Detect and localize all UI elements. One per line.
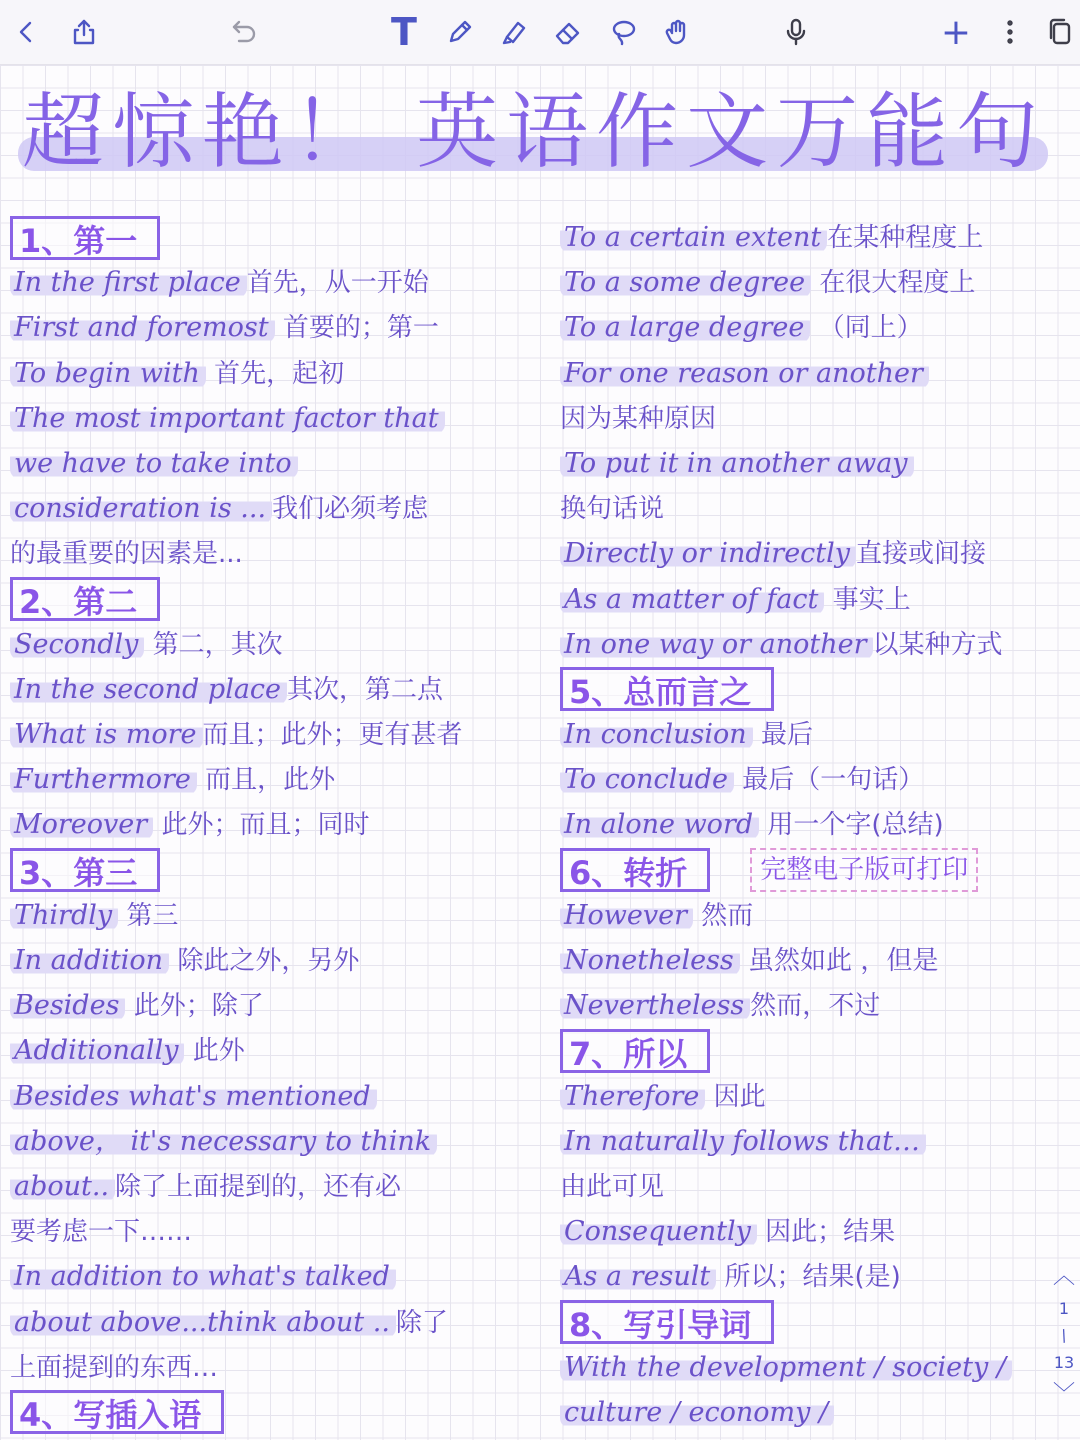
chinese-meaning: 此外；除了 (125, 991, 264, 1022)
eraser-icon[interactable] (548, 12, 588, 52)
chinese-meaning: 在很大程度上 (811, 268, 976, 299)
chinese-meaning: 而且，此外 (196, 765, 336, 796)
english-phrase: Moreover (10, 809, 153, 840)
english-phrase: Therefore (560, 1081, 705, 1112)
english-phrase: we have to take into (10, 448, 298, 479)
chinese-meaning: 除此之外，另外 (169, 946, 360, 976)
note-line (10, 305, 540, 350)
chinese-meaning: 换句话说 (560, 494, 665, 525)
chinese-meaning: 上面提到的东西… (10, 1352, 219, 1383)
note-line (10, 1028, 540, 1073)
english-phrase: To a certain extent (560, 222, 827, 253)
english-phrase: To a large degree (560, 312, 810, 343)
note-line (560, 1164, 1065, 1209)
english-phrase: However (560, 900, 693, 931)
note-line (560, 396, 1065, 441)
chinese-meaning: （同上） (810, 313, 923, 344)
note-line (10, 1164, 540, 1209)
note-line (10, 938, 540, 983)
english-phrase: culture / economy / (560, 1397, 834, 1428)
note-line (10, 1345, 540, 1390)
note-line (10, 1254, 540, 1299)
english-phrase: about.. (10, 1171, 115, 1202)
total-pages: 13 (1053, 1353, 1075, 1372)
english-phrase: Nonetheless (560, 945, 740, 976)
english-phrase: To a some degree (560, 267, 811, 298)
page-separator: / (1058, 1325, 1070, 1346)
note-line (10, 260, 540, 305)
note-line (560, 757, 1065, 802)
chinese-meaning: 我们必须考虑 (272, 494, 429, 525)
english-phrase: In one way or another (560, 629, 873, 660)
note-line (560, 260, 1065, 305)
chinese-meaning: 直接或间接 (856, 539, 987, 570)
note-line (10, 396, 540, 441)
english-phrase: In the first place (10, 267, 247, 298)
note-line (560, 1119, 1065, 1164)
chinese-meaning: 第三 (118, 900, 179, 931)
note-line (560, 938, 1065, 983)
chinese-meaning: 而且；此外；更有甚者 (202, 720, 463, 751)
section-header-5: 5、总而言之 (560, 667, 774, 711)
note-line (10, 712, 540, 757)
note-line (560, 1390, 1065, 1435)
english-phrase: Additionally (10, 1035, 184, 1066)
note-line (560, 351, 1065, 396)
english-phrase: Nevertheless (560, 990, 750, 1021)
english-phrase: consideration is ... (10, 493, 272, 524)
text-tool-icon[interactable]: T (391, 10, 417, 54)
note-line (10, 893, 540, 938)
note-line (560, 893, 1065, 938)
section-header-1: 1、第一 (10, 216, 160, 260)
chinese-meaning: 然而，不过 (750, 991, 881, 1022)
share-icon[interactable] (64, 12, 104, 52)
chinese-meaning: 最后（一句话） (733, 765, 925, 796)
toolbar (0, 0, 1080, 65)
chinese-meaning: 第二，其次 (144, 629, 283, 660)
note-line (10, 531, 540, 576)
english-phrase: The most important factor that (10, 403, 445, 434)
section-header-7: 7、所以 (560, 1029, 710, 1073)
chinese-meaning: 此外 (184, 1036, 245, 1067)
chinese-meaning: 所以；结果(是) (716, 1262, 901, 1293)
note-line (10, 486, 540, 531)
section-header-3: 3、第三 (10, 848, 160, 892)
note-line (560, 1074, 1065, 1119)
english-phrase: To conclude (560, 764, 734, 795)
chinese-meaning: 最后 (752, 720, 813, 751)
english-phrase: In the second place (10, 674, 287, 705)
undo-icon[interactable] (224, 12, 264, 52)
note-line (560, 1209, 1065, 1254)
right-column (560, 215, 1065, 1435)
chinese-meaning: 首先，起初 (205, 358, 345, 389)
english-phrase: Directly or indirectly (560, 538, 856, 569)
note-line (560, 622, 1065, 667)
chinese-meaning: 首先，从一开始 (246, 268, 429, 299)
lasso-icon[interactable] (604, 12, 644, 52)
left-column (10, 215, 540, 1435)
note-line (10, 1119, 540, 1164)
chinese-meaning: 因此 (705, 1081, 766, 1112)
back-icon[interactable] (6, 12, 46, 52)
note-line (10, 1300, 540, 1345)
english-phrase: In addition (10, 945, 169, 976)
english-phrase: In naturally follows that… (560, 1126, 926, 1157)
english-phrase: about above...think about .. (10, 1307, 396, 1338)
note-line (560, 486, 1065, 531)
note-line (560, 215, 1065, 260)
page-up-icon[interactable]: ︿ (1052, 1264, 1075, 1289)
english-phrase: In addition to what's talked (10, 1261, 396, 1292)
note-line (10, 1074, 540, 1119)
english-phrase: With the development / society / (560, 1352, 1012, 1383)
page-navigator (1048, 1260, 1080, 1435)
note-line (10, 622, 540, 667)
note-line (560, 441, 1065, 486)
english-phrase: above， it's necessary to think (10, 1126, 437, 1157)
note-line (10, 983, 540, 1028)
section-header-6: 6、转折 (560, 848, 710, 892)
note-line (560, 712, 1065, 757)
chinese-meaning: 此外；而且；同时 (153, 810, 370, 841)
note-line (10, 1209, 540, 1254)
note-line (560, 305, 1065, 350)
chinese-meaning: 然而 (693, 900, 754, 931)
page-title: 超惊艳！ 英语作文万能句 (22, 85, 1047, 180)
chinese-meaning: 其次，第二点 (287, 674, 444, 705)
note-line (560, 983, 1065, 1028)
english-phrase: Besides (10, 990, 125, 1021)
chinese-meaning: 事实上 (824, 584, 911, 615)
english-phrase: Furthermore (10, 764, 197, 795)
chinese-meaning: 由此可见 (560, 1171, 665, 1202)
chinese-meaning: 的最重要的因素是... (10, 539, 243, 570)
note-line (560, 577, 1065, 622)
english-phrase: What is more (10, 719, 203, 750)
note-line (10, 351, 540, 396)
more-icon[interactable] (990, 12, 1030, 52)
english-phrase: To begin with (10, 358, 206, 389)
note-line (10, 441, 540, 486)
english-phrase: In alone word (560, 809, 759, 840)
microphone-icon[interactable] (776, 12, 816, 52)
english-phrase: Consequently (560, 1216, 757, 1247)
english-phrase: For one reason or another (560, 358, 929, 389)
chinese-meaning: 除了上面提到的，还有必 (115, 1171, 402, 1202)
section-header-8: 8、写引导词 (560, 1300, 774, 1344)
english-phrase: As a matter of fact (560, 584, 824, 615)
chinese-meaning: 因为某种原因 (560, 403, 717, 434)
chinese-meaning: 以某种方式 (872, 629, 1003, 660)
chinese-meaning: 除了 (395, 1307, 448, 1338)
note-line (10, 757, 540, 802)
note-page[interactable] (0, 65, 1080, 1440)
page-down-icon[interactable]: ﹀ (1052, 1382, 1075, 1407)
chinese-meaning: 首要的；第一 (274, 313, 439, 344)
english-phrase: In conclusion (560, 719, 753, 750)
english-phrase: Secondly (10, 629, 144, 660)
chinese-meaning: 用一个字(总结) (759, 810, 944, 841)
add-icon[interactable]: + (940, 11, 972, 53)
pen-icon[interactable] (440, 12, 480, 52)
hand-icon[interactable] (658, 12, 698, 52)
english-phrase: To put it in another away (560, 448, 914, 479)
note-line (560, 531, 1065, 576)
english-phrase: Besides what's mentioned (10, 1081, 377, 1112)
section-header-4: 4、写插入语 (10, 1390, 224, 1434)
chinese-meaning: 要考虑一下…… (10, 1217, 193, 1248)
section-header-2: 2、第二 (10, 577, 160, 621)
note-line (10, 802, 540, 847)
english-phrase: Thirdly (10, 900, 118, 931)
note-line (560, 1254, 1065, 1299)
english-phrase: First and foremost (10, 312, 275, 343)
note-line (560, 802, 1065, 847)
current-page: 1 (1058, 1299, 1070, 1318)
chinese-meaning: 虽然如此 ，但是 (739, 946, 939, 976)
english-phrase: As a result (560, 1261, 716, 1292)
chinese-meaning: 因此；结果 (756, 1217, 896, 1248)
highlighter-icon[interactable] (494, 12, 534, 52)
chinese-meaning: 在某种程度上 (827, 223, 984, 253)
pages-icon[interactable] (1040, 12, 1080, 52)
note-line (560, 1345, 1065, 1390)
print-version-stamp: 完整电子版可打印 (750, 848, 978, 892)
note-line (10, 667, 540, 712)
